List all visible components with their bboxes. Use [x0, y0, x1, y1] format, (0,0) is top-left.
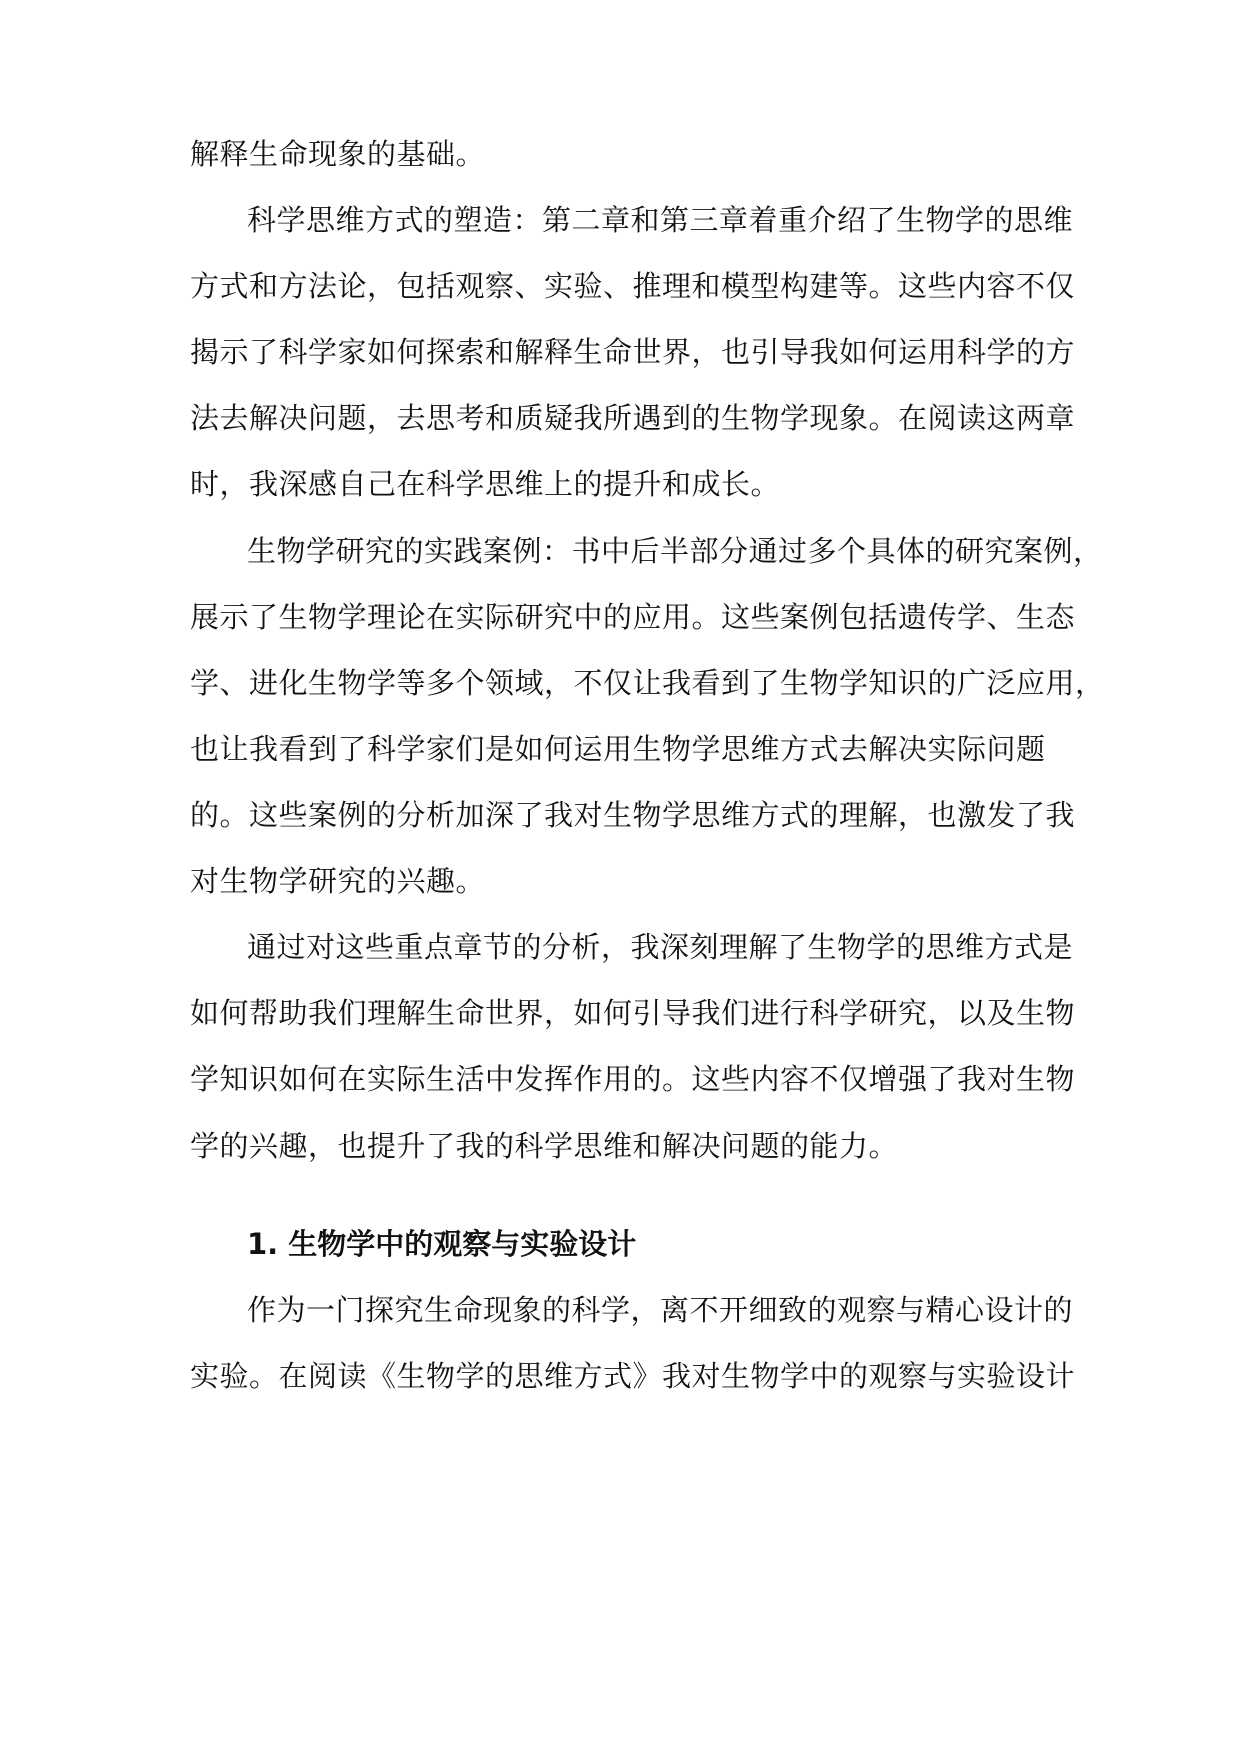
paragraph-line: 揭示了科学家如何探索和解释生命世界，也引导我如何运用科学的方	[190, 335, 1076, 369]
paragraph-line: 方式和方法论，包括观察、实验、推理和模型构建等。这些内容不仅	[190, 269, 1076, 303]
paragraph-line: 实验。在阅读《生物学的思维方式》我对生物学中的观察与实验设计	[190, 1359, 1076, 1393]
paragraph-line: 科学思维方式的塑造：第二章和第三章着重介绍了生物学的思维	[247, 203, 1074, 237]
paragraph-line: 生物学研究的实践案例：书中后半部分通过多个具体的研究案例，	[247, 534, 1103, 568]
paragraph-line: 学知识如何在实际生活中发挥作用的。这些内容不仅增强了我对生物	[190, 1062, 1076, 1096]
paragraph-line: 学的兴趣，也提升了我的科学思维和解决问题的能力。	[190, 1129, 899, 1163]
paragraph-line: 时，我深感自己在科学思维上的提升和成长。	[190, 467, 781, 501]
paragraph-line: 也让我看到了科学家们是如何运用生物学思维方式去解决实际问题	[190, 732, 1046, 766]
paragraph-line: 通过对这些重点章节的分析，我深刻理解了生物学的思维方式是	[247, 930, 1074, 964]
paragraph-line: 对生物学研究的兴趣。	[190, 864, 486, 898]
paragraph-line: 法去解决问题，去思考和质疑我所遇到的生物学现象。在阅读这两章	[190, 401, 1076, 435]
paragraph-line: 如何帮助我们理解生命世界，如何引导我们进行科学研究，以及生物	[190, 996, 1076, 1030]
paragraph-line: 解释生命现象的基础。	[190, 137, 486, 171]
paragraph-line: 学、进化生物学等多个领域，不仅让我看到了生物学知识的广泛应用，	[190, 666, 1105, 700]
paragraph-line: 的。这些案例的分析加深了我对生物学思维方式的理解，也激发了我	[190, 798, 1076, 832]
section-heading: 1. 生物学中的观察与实验设计	[247, 1227, 637, 1261]
paragraph-line: 作为一门探究生命现象的科学，离不开细致的观察与精心设计的	[247, 1293, 1074, 1327]
paragraph-line: 展示了生物学理论在实际研究中的应用。这些案例包括遗传学、生态	[190, 600, 1076, 634]
